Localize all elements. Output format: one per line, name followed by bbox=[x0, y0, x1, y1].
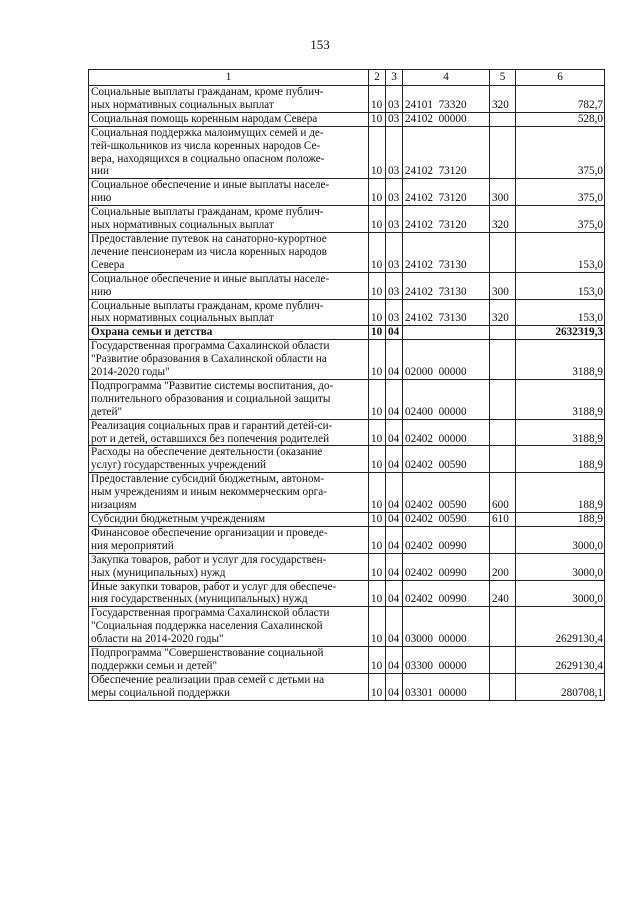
subsection-code: 04 bbox=[386, 379, 403, 419]
section-code: 10 bbox=[369, 86, 386, 113]
amount: 3188,9 bbox=[516, 419, 605, 446]
target-code: 02400 00000 bbox=[403, 379, 490, 419]
subsection-code: 03 bbox=[386, 179, 403, 206]
table-row bbox=[89, 112, 605, 126]
subsection-code: 04 bbox=[386, 446, 403, 473]
section-code: 10 bbox=[369, 340, 386, 380]
subsection-code: 04 bbox=[386, 647, 403, 674]
section-code: 10 bbox=[369, 473, 386, 513]
column-header: 4 bbox=[403, 70, 490, 86]
amount: 280708,1 bbox=[516, 673, 605, 700]
subsection-code: 04 bbox=[386, 526, 403, 553]
expense-type bbox=[490, 647, 516, 674]
section-code: 10 bbox=[369, 379, 386, 419]
row-name: Субсидии бюджетным учреждениям bbox=[89, 513, 369, 527]
target-code: 24102 73130 bbox=[403, 232, 490, 272]
amount: 3000,0 bbox=[516, 580, 605, 607]
section-code: 10 bbox=[369, 673, 386, 700]
expense-type: 320 bbox=[490, 299, 516, 326]
target-code: 02402 00990 bbox=[403, 580, 490, 607]
target-code: 24102 73130 bbox=[403, 272, 490, 299]
amount: 2632319,3 bbox=[516, 326, 605, 340]
row-name: Обеспечение реализации прав семей с детьми на меры социальной поддержки bbox=[89, 673, 369, 700]
expense-type bbox=[490, 340, 516, 380]
expense-type bbox=[490, 232, 516, 272]
table-row bbox=[89, 340, 605, 380]
row-name: Государственная программа Сахалинской области "Социальная поддержка населения Сахалинской области на 2014-2020 годы" bbox=[89, 607, 369, 647]
row-name: Социальные выплаты гражданам, кроме публич- ных нормативных социальных выплат bbox=[89, 86, 369, 113]
section-code: 10 bbox=[369, 232, 386, 272]
table-row bbox=[89, 326, 605, 340]
expense-type: 240 bbox=[490, 580, 516, 607]
subsection-code: 03 bbox=[386, 126, 403, 179]
amount: 375,0 bbox=[516, 206, 605, 233]
target-code: 02402 00990 bbox=[403, 553, 490, 580]
subsection-code: 04 bbox=[386, 419, 403, 446]
subsection-code: 04 bbox=[386, 473, 403, 513]
table-row bbox=[89, 126, 605, 179]
row-name: Предоставление субсидий бюджетным, автоном- ным учреждениям и иным некоммерческим орга- низациям bbox=[89, 473, 369, 513]
row-name: Иные закупки товаров, работ и услуг для обеспече- ния государственных (муниципальных) нужд bbox=[89, 580, 369, 607]
section-code: 10 bbox=[369, 326, 386, 340]
subsection-code: 04 bbox=[386, 580, 403, 607]
target-code: 24102 00000 bbox=[403, 112, 490, 126]
row-name: Финансовое обеспечение организации и проведе- ния мероприятий bbox=[89, 526, 369, 553]
row-name: Социальное обеспечение и иные выплаты населе- нию bbox=[89, 272, 369, 299]
subsection-code: 04 bbox=[386, 553, 403, 580]
expense-type bbox=[490, 526, 516, 553]
column-header: 3 bbox=[386, 70, 403, 86]
table-row bbox=[89, 379, 605, 419]
target-code: 03301 00000 bbox=[403, 673, 490, 700]
expense-type bbox=[490, 126, 516, 179]
expense-type bbox=[490, 419, 516, 446]
subsection-code: 04 bbox=[386, 607, 403, 647]
table-row bbox=[89, 232, 605, 272]
expense-type: 300 bbox=[490, 272, 516, 299]
row-name: Социальное обеспечение и иные выплаты населе- нию bbox=[89, 179, 369, 206]
table-row bbox=[89, 580, 605, 607]
table-row bbox=[89, 299, 605, 326]
amount: 2629130,4 bbox=[516, 607, 605, 647]
target-code: 24102 73120 bbox=[403, 179, 490, 206]
table-row bbox=[89, 419, 605, 446]
subsection-code: 03 bbox=[386, 86, 403, 113]
row-name: Социальные выплаты гражданам, кроме публич- ных нормативных социальных выплат bbox=[89, 299, 369, 326]
amount: 3188,9 bbox=[516, 379, 605, 419]
target-code: 02402 00990 bbox=[403, 526, 490, 553]
row-name: Охрана семьи и детства bbox=[89, 326, 369, 340]
target-code: 02402 00590 bbox=[403, 513, 490, 527]
target-code: 24102 73120 bbox=[403, 206, 490, 233]
amount: 188,9 bbox=[516, 513, 605, 527]
table-row bbox=[89, 513, 605, 527]
section-code: 10 bbox=[369, 299, 386, 326]
expense-type: 600 bbox=[490, 473, 516, 513]
amount: 3000,0 bbox=[516, 553, 605, 580]
expense-type: 610 bbox=[490, 513, 516, 527]
table-row bbox=[89, 206, 605, 233]
expense-type: 320 bbox=[490, 86, 516, 113]
row-name: Закупка товаров, работ и услуг для государствен- ных (муниципальных) нужд bbox=[89, 553, 369, 580]
amount: 528,0 bbox=[516, 112, 605, 126]
subsection-code: 03 bbox=[386, 232, 403, 272]
target-code: 03300 00000 bbox=[403, 647, 490, 674]
target-code: 24102 73130 bbox=[403, 299, 490, 326]
expense-type bbox=[490, 673, 516, 700]
row-name: Реализация социальных прав и гарантий детей-си- рот и детей, оставшихся без попечения родителей bbox=[89, 419, 369, 446]
subsection-code: 03 bbox=[386, 272, 403, 299]
section-code: 10 bbox=[369, 272, 386, 299]
section-code: 10 bbox=[369, 553, 386, 580]
budget-table bbox=[88, 69, 605, 701]
table-row bbox=[89, 526, 605, 553]
section-code: 10 bbox=[369, 126, 386, 179]
amount: 375,0 bbox=[516, 126, 605, 179]
section-code: 10 bbox=[369, 607, 386, 647]
section-code: 10 bbox=[369, 206, 386, 233]
amount: 3000,0 bbox=[516, 526, 605, 553]
expense-type bbox=[490, 607, 516, 647]
section-code: 10 bbox=[369, 580, 386, 607]
page-number: 153 bbox=[310, 37, 330, 52]
expense-type: 320 bbox=[490, 206, 516, 233]
section-code: 10 bbox=[369, 513, 386, 527]
subsection-code: 04 bbox=[386, 340, 403, 380]
amount: 782,7 bbox=[516, 86, 605, 113]
target-code: 24101 73320 bbox=[403, 86, 490, 113]
amount: 2629130,4 bbox=[516, 647, 605, 674]
row-name: Государственная программа Сахалинской области "Развитие образования в Сахалинской области на 2014-2020 годы" bbox=[89, 340, 369, 380]
table-row bbox=[89, 272, 605, 299]
table-row bbox=[89, 647, 605, 674]
amount: 3188,9 bbox=[516, 340, 605, 380]
table-row bbox=[89, 473, 605, 513]
section-code: 10 bbox=[369, 526, 386, 553]
expense-type bbox=[490, 326, 516, 340]
subsection-code: 03 bbox=[386, 299, 403, 326]
amount: 153,0 bbox=[516, 299, 605, 326]
subsection-code: 04 bbox=[386, 673, 403, 700]
amount: 188,9 bbox=[516, 473, 605, 513]
row-name: Социальная поддержка малоимущих семей и де- тей-школьников из числа коренных народов Се- вера, находящихся в социально опасном положе- нии bbox=[89, 126, 369, 179]
section-code: 10 bbox=[369, 446, 386, 473]
target-code bbox=[403, 326, 490, 340]
target-code: 24102 73120 bbox=[403, 126, 490, 179]
table-row bbox=[89, 446, 605, 473]
target-code: 02000 00000 bbox=[403, 340, 490, 380]
subsection-code: 04 bbox=[386, 513, 403, 527]
row-name: Расходы на обеспечение деятельности (оказание услуг) государственных учреждений bbox=[89, 446, 369, 473]
subsection-code: 04 bbox=[386, 326, 403, 340]
amount: 375,0 bbox=[516, 179, 605, 206]
row-name: Подпрограмма "Развитие системы воспитания, до- полнительного образования и социальной защиты детей" bbox=[89, 379, 369, 419]
column-header: 6 bbox=[516, 70, 605, 86]
amount: 153,0 bbox=[516, 232, 605, 272]
target-code: 02402 00590 bbox=[403, 446, 490, 473]
row-name: Подпрограмма "Совершенствование социальной поддержки семьи и детей" bbox=[89, 647, 369, 674]
target-code: 03000 00000 bbox=[403, 607, 490, 647]
section-code: 10 bbox=[369, 647, 386, 674]
target-code: 02402 00590 bbox=[403, 473, 490, 513]
table-header-row bbox=[89, 70, 605, 86]
column-header: 2 bbox=[369, 70, 386, 86]
table-row bbox=[89, 553, 605, 580]
table-row bbox=[89, 179, 605, 206]
subsection-code: 03 bbox=[386, 112, 403, 126]
section-code: 10 bbox=[369, 419, 386, 446]
column-header: 1 bbox=[89, 70, 369, 86]
expense-type: 300 bbox=[490, 179, 516, 206]
expense-type bbox=[490, 112, 516, 126]
expense-type bbox=[490, 446, 516, 473]
expense-type bbox=[490, 379, 516, 419]
row-name: Социальные выплаты гражданам, кроме публич- ных нормативных социальных выплат bbox=[89, 206, 369, 233]
table-row bbox=[89, 673, 605, 700]
amount: 188,9 bbox=[516, 446, 605, 473]
section-code: 10 bbox=[369, 112, 386, 126]
target-code: 02402 00000 bbox=[403, 419, 490, 446]
expense-type: 200 bbox=[490, 553, 516, 580]
column-header: 5 bbox=[490, 70, 516, 86]
row-name: Предоставление путевок на санаторно-курортное лечение пенсионерам из числа коренных народов Севера bbox=[89, 232, 369, 272]
row-name: Социальная помощь коренным народам Севера bbox=[89, 112, 369, 126]
table-row bbox=[89, 607, 605, 647]
subsection-code: 03 bbox=[386, 206, 403, 233]
section-code: 10 bbox=[369, 179, 386, 206]
amount: 153,0 bbox=[516, 272, 605, 299]
table-row bbox=[89, 86, 605, 113]
